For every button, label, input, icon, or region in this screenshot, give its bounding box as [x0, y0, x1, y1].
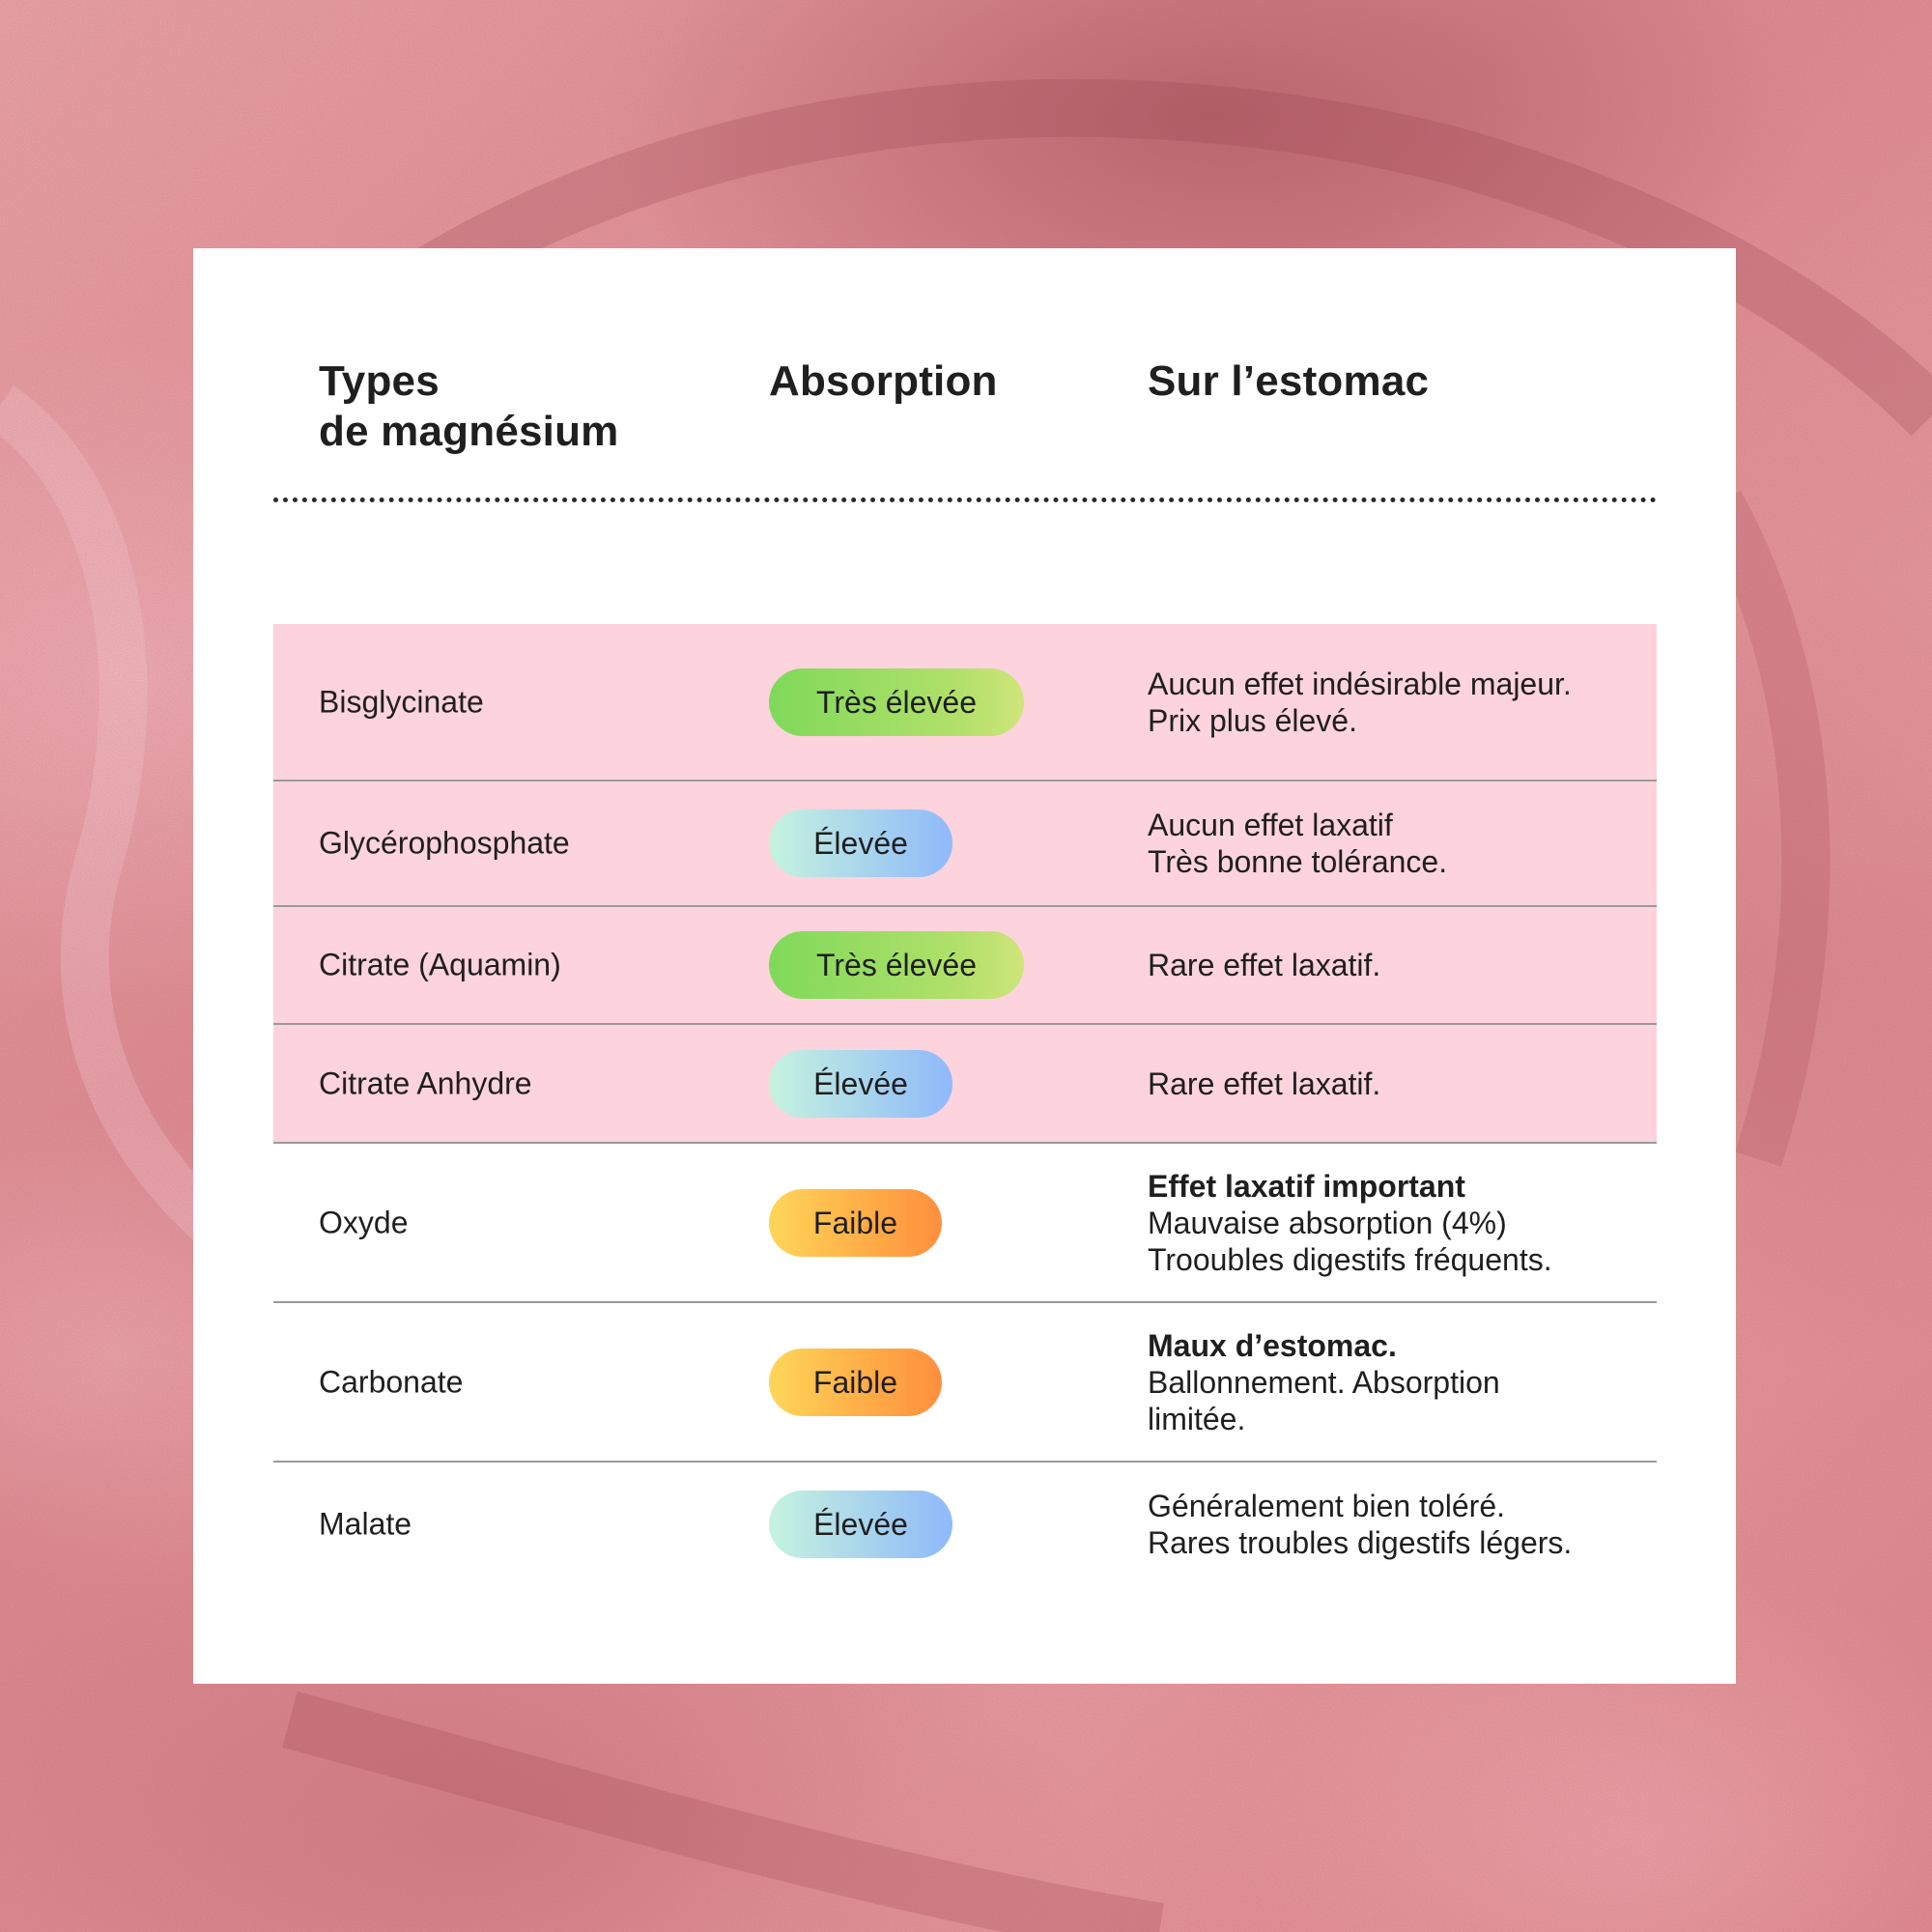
stomach-effect-line: Prix plus élevé. [1148, 702, 1357, 738]
stomach-effect-headline: Effet laxatif important [1148, 1168, 1465, 1204]
absorption-badge: Faible [769, 1349, 942, 1416]
stomach-effect-line: Mauvaise absorption (4%) [1148, 1205, 1507, 1240]
stomach-effect-line: Rares troubles digestifs légers. [1148, 1525, 1573, 1560]
table-row [273, 781, 1657, 907]
header-types-line2: de magnésium [319, 408, 619, 455]
header-types [319, 356, 724, 457]
absorption-badge: Faible [769, 1189, 942, 1257]
table-row [273, 1144, 1657, 1303]
stomach-effect [1148, 1488, 1631, 1561]
absorption-badge: Très élevée [769, 931, 1024, 999]
table-row [273, 907, 1657, 1025]
absorption-badge: Très élevée [769, 668, 1024, 736]
stomach-effect-headline: Maux d’estomac. [1148, 1327, 1397, 1363]
magnesium-table [273, 624, 1657, 1586]
table-row [273, 1303, 1657, 1463]
magnesium-type: Malate [319, 1506, 412, 1542]
magnesium-type: Bisglycinate [319, 684, 484, 719]
header-types-line1: Types [319, 357, 440, 405]
stomach-effect-line: Aucun effet indésirable majeur. [1148, 666, 1572, 701]
stomach-effect-line: Rare effet laxatif. [1148, 948, 1381, 982]
table-row [273, 1463, 1657, 1586]
magnesium-type: Oxyde [319, 1205, 409, 1239]
absorption-badge: Élevée [769, 810, 952, 877]
header-absorption: Absorption [769, 357, 998, 405]
stomach-effect-line: limitée. [1148, 1401, 1246, 1436]
table-header [193, 248, 1736, 499]
comparison-card [193, 248, 1736, 1684]
table-row [273, 1025, 1657, 1144]
magnesium-type: Carbonate [319, 1364, 464, 1399]
stomach-effect [1148, 947, 1631, 983]
dotted-divider [273, 497, 1657, 502]
magnesium-type: Citrate (Aquamin) [319, 947, 561, 982]
magnesium-type: Glycérophosphate [319, 825, 570, 861]
magnesium-type: Citrate Anhydre [319, 1065, 532, 1100]
stomach-effect-line: Rare effet laxatif. [1148, 1065, 1381, 1101]
absorption-badge: Élevée [769, 1050, 952, 1118]
header-stomach: Sur l’estomac [1148, 357, 1430, 405]
stomach-effect-line: Aucun effet laxatif [1148, 808, 1393, 842]
stomach-effect-line: Ballonnement. Absorption [1148, 1364, 1500, 1400]
absorption-badge: Élevée [769, 1491, 952, 1558]
stomach-effect [1148, 807, 1631, 880]
stomach-effect [1148, 1327, 1631, 1437]
stomach-effect-line: Très bonne tolérance. [1148, 844, 1448, 879]
stomach-effect-line: Trooubles digestifs fréquents. [1148, 1241, 1552, 1277]
stomach-effect [1148, 666, 1631, 739]
stomach-effect [1148, 1065, 1631, 1102]
stomach-effect-line: Généralement bien toléré. [1148, 1489, 1505, 1523]
stomach-effect [1148, 1168, 1631, 1278]
table-row [273, 624, 1657, 781]
